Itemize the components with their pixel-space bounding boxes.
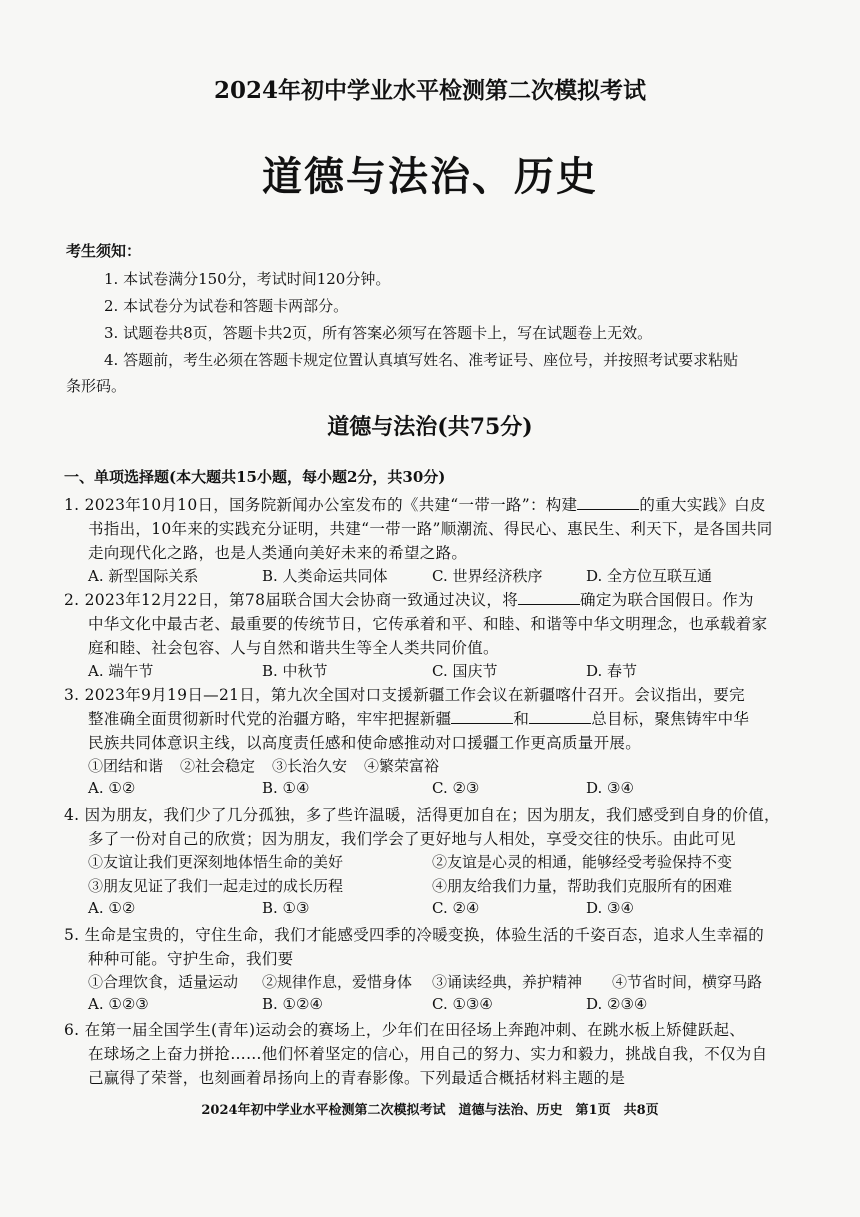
question-3-line: 整准确全面贯彻新时代党的治疆方略，牢牢把握新疆 和 总目标，聚焦铸牢中华: [88, 710, 750, 728]
choice-item: ①友谊让我们更深刻地体悟生命的美好: [88, 853, 344, 871]
question-1-line: 书指出，10年来的实践充分证明，共建“一带一路”顺潮流、得民心、惠民生、利天下，是各国共同: [88, 520, 773, 538]
page-footer: 2024年初中学业水平检测第二次模拟考试 道德与法治、历史 第1页 共8页: [201, 1103, 659, 1118]
choice-item: ③长治久安: [272, 757, 348, 775]
question-1-line: 走向现代化之路，也是人类通向美好未来的希望之路。: [88, 544, 468, 562]
question-4-line: 4. 因为朋友，我们少了几分孤独，多了些许温暖，活得更加自在；因为朋友，我们感受到自身的价值，: [64, 806, 780, 824]
option-c: C. ②④: [432, 899, 480, 917]
option-c: C. ②③: [432, 779, 480, 797]
question-3-line: 民族共同体意识主线，以高度责任感和使命感推动对口援疆工作更高质量开展。: [88, 734, 642, 752]
choice-item: ③朋友见证了我们一起走过的成长历程: [88, 877, 344, 895]
question-5-line: 种种可能。守护生命，我们要: [88, 950, 294, 968]
option-c: C. 国庆节: [432, 662, 498, 680]
question-6-line: 己赢得了荣誉，也刻画着昂扬向上的青春影像。下列最适合概括材料主题的是: [88, 1069, 626, 1087]
choice-item: ②规律作息，爱惜身体: [262, 973, 413, 991]
option-d: D. ③④: [586, 779, 634, 797]
option-b: B. ①④: [262, 779, 310, 797]
answer-blank: [518, 590, 580, 605]
option-a: A. ①②: [88, 779, 136, 797]
exam-title: 2024年初中学业水平检测第二次模拟考试: [213, 77, 646, 104]
choice-item: ③诵读经典，养护精神: [432, 973, 583, 991]
choice-item: ④繁荣富裕: [364, 757, 440, 775]
option-b: B. ①③: [262, 899, 310, 917]
question-3-line: 3. 2023年9月19日—21日，第九次全国对口支援新疆工作会议在新疆喀什召开。会议指出，要完: [64, 686, 745, 704]
question-6-line: 在球场之上奋力拼抢……他们怀着坚定的信心，用自己的努力、实力和毅力，挑战自我，不仅为自: [88, 1045, 768, 1063]
answer-blank: [577, 495, 639, 510]
question-2-line: 2. 2023年12月22日，第78届联合国大会协商一致通过决议，将 确定为联合国假日。作为: [64, 591, 754, 609]
question-4-line: 多了一份对自己的欣赏；因为朋友，我们学会了更好地与人相处，享受交往的快乐。由此可见: [88, 830, 736, 848]
option-b: B. 人类命运共同体: [262, 567, 388, 585]
question-1-line: 1. 2023年10月10日，国务院新闻办公室发布的《共建“一带一路”：构建 的重大实践》白皮: [64, 496, 766, 514]
choice-item: ④节省时间，横穿马路: [612, 973, 763, 991]
notice-item: 2. 本试卷分为试卷和答题卡两部分。: [104, 297, 349, 315]
option-d: D. 全方位互联互通: [586, 567, 713, 585]
notice-heading: 考生须知：: [66, 242, 142, 260]
answer-blank: [451, 709, 513, 724]
choice-item: ①合理饮食，适量运动: [88, 973, 239, 991]
option-a: A. ①②: [88, 899, 136, 917]
section-title: 道德与法治(共75分): [327, 414, 533, 440]
notice-item: 1. 本试卷满分150分，考试时间120分钟。: [104, 270, 391, 288]
option-a: A. ①②③: [88, 995, 149, 1013]
option-c: C. ①③④: [432, 995, 493, 1013]
notice-item: 条形码。: [66, 377, 127, 395]
question-2-line: 庭和睦、社会包容、人与自然和谐共生等全人类共同价值。: [88, 639, 499, 657]
choice-item: ④朋友给我们力量，帮助我们克服所有的困难: [432, 877, 733, 895]
option-b: B. 中秋节: [262, 662, 328, 680]
choice-item: ②友谊是心灵的相通，能够经受考验保持不变: [432, 853, 733, 871]
notice-item: 3. 试题卷共8页，答题卡共2页，所有答案必须写在答题卡上，写在试题卷上无效。: [104, 324, 653, 342]
option-a: A. 端午节: [88, 662, 154, 680]
part-title: 一、单项选择题(本大题共15小题，每小题2分，共30分): [64, 468, 446, 486]
option-a: A. 新型国际关系: [88, 567, 199, 585]
choice-item: ②社会稳定: [180, 757, 256, 775]
answer-blank: [529, 709, 591, 724]
option-c: C. 世界经济秩序: [432, 567, 543, 585]
option-d: D. ③④: [586, 899, 634, 917]
question-2-line: 中华文化中最古老、最重要的传统节日，它传承着和平、和睦、和谐等中华文明理念，也承载着家: [88, 615, 768, 633]
option-d: D. ②③④: [586, 995, 648, 1013]
question-5-line: 5. 生命是宝贵的，守住生命，我们才能感受四季的冷暖变换，体验生活的千姿百态，追求人生幸福的: [64, 926, 765, 944]
question-6-line: 6. 在第一届全国学生(青年)运动会的赛场上，少年们在田径场上奔跑冲刺、在跳水板上矫健跃起、: [64, 1021, 746, 1039]
notice-item: 4. 答题前，考生必须在答题卡规定位置认真填写姓名、准考证号、座位号，并按照考试要求粘贴: [104, 351, 739, 369]
choice-item: ①团结和谐: [88, 757, 164, 775]
option-d: D. 春节: [586, 662, 638, 680]
subject-title: 道德与法治、历史: [262, 153, 598, 200]
option-b: B. ①②④: [262, 995, 323, 1013]
